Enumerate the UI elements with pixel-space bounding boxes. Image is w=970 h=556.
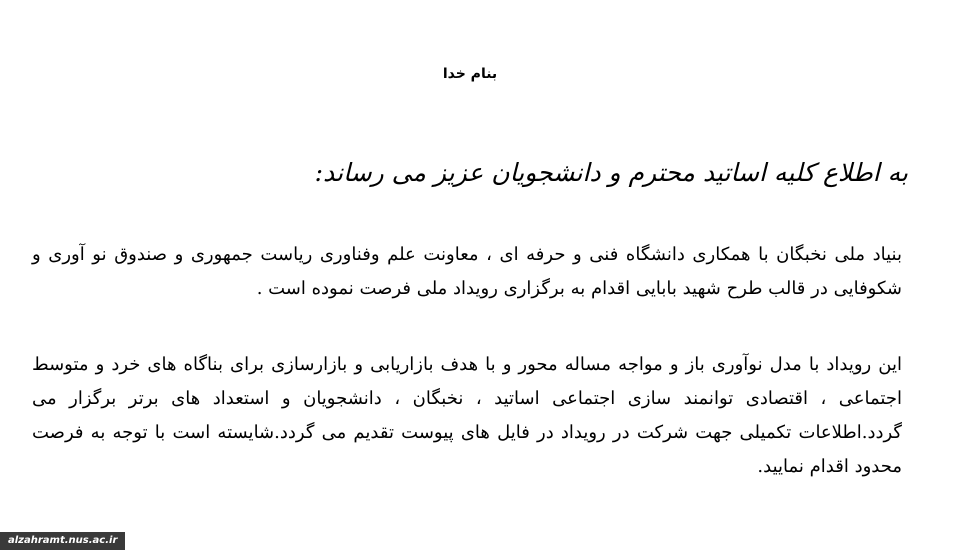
watermark-prefix: alzahra — [8, 535, 50, 546]
paragraph-1: بنیاد ملی نخبگان با همکاری دانشگاه فنی و حرفه ای ، معاونت علم وفناوری ریاست جمهوری و صندوق نو آوری و شکوفایی در قالب طرح شهید بابایی اقدام به برگزاری رویداد ملی فرصت نموده است . — [32, 244, 902, 299]
watermark-site: mt.nus.ac.ir — [49, 535, 118, 546]
paragraph-2: این رویداد با مدل نوآوری باز و مواجه مساله محور و با هدف بازاریابی و بازارسازی برای بناگاه های خرد و متوسط اجتماعی ، اقتصادی توانمند سازی اجتماعی اساتید ، نخبگان ، دانشجویان و استعداد های برتر برگزار می گردد.اطلاعات تکمیلی جهت شرکت در رویداد در فایل های پیوست تقدیم می گردد.شایسته است با توجه به فرصت محدود اقدام نمایید. — [32, 354, 902, 477]
page-heading: بنام خدا — [442, 66, 498, 82]
salutation-line: به اطلاع کلیه اساتید محترم و دانشجویان عزیز می رساند: — [314, 158, 908, 187]
site-watermark — [0, 532, 125, 550]
